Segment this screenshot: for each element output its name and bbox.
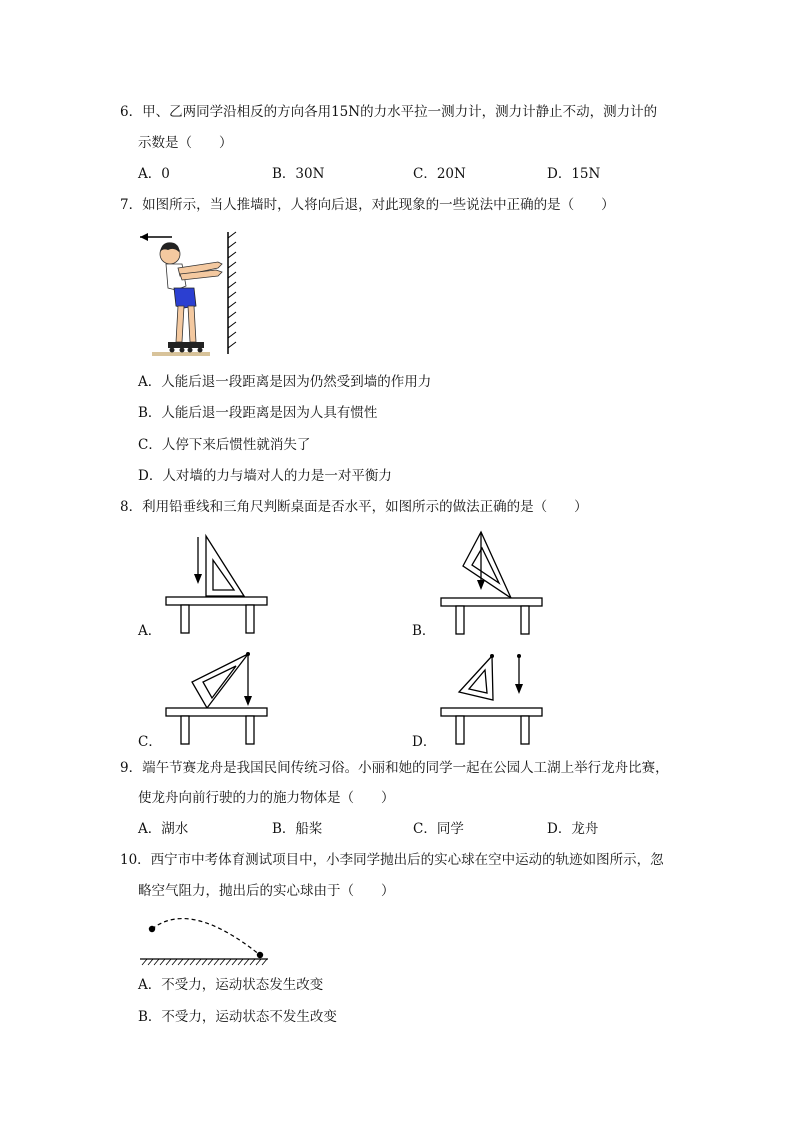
q7-option-a: A．人能后退一段距离是因为仍然受到墙的作用力 bbox=[138, 374, 432, 390]
q6-option-a: A．0 bbox=[138, 166, 170, 182]
q9-option-a: A．湖水 bbox=[138, 821, 189, 837]
q7-option-b: B．人能后退一段距离是因为人具有惯性 bbox=[138, 405, 378, 421]
plumb-triangle-figure-c bbox=[160, 648, 275, 748]
q6-stem-line1: 6．甲、乙两同学沿相反的方向各用15N的力水平拉一测力计，测力计静止不动，测力计的 bbox=[120, 104, 658, 120]
q7-stem-line1: 7．如图所示，当人推墙时，人将向后退，对此现象的一些说法中正确的是（ ） bbox=[120, 197, 615, 213]
q8-option-d: D． bbox=[412, 734, 437, 750]
q9-option-c: C．同学 bbox=[413, 821, 464, 837]
q9-stem-line2: 使龙舟向前行驶的力的施力物体是（ ） bbox=[138, 790, 395, 806]
q10-option-a: A．不受力，运动状态发生改变 bbox=[138, 977, 324, 993]
person-pushing-wall-figure bbox=[138, 226, 248, 361]
q7-option-c: C．人停下来后惯性就消失了 bbox=[138, 437, 311, 453]
plumb-triangle-figure-d bbox=[435, 648, 550, 748]
q6-option-d: D．15N bbox=[547, 166, 601, 182]
q8-option-a: A． bbox=[138, 623, 162, 639]
plumb-triangle-figure-b bbox=[435, 528, 550, 638]
plumb-triangle-figure-a bbox=[160, 532, 275, 637]
q9-option-b: B．船桨 bbox=[272, 821, 323, 837]
ball-trajectory-figure bbox=[138, 905, 273, 970]
q6-option-c: C．20N bbox=[413, 166, 466, 182]
q9-stem-line1: 9．端午节赛龙舟是我国民间传统习俗。小丽和她的同学一起在公园人工湖上举行龙舟比赛， bbox=[120, 760, 669, 776]
q9-option-d: D．龙舟 bbox=[547, 821, 599, 837]
q7-option-d: D．人对墙的力与墙对人的力是一对平衡力 bbox=[138, 468, 392, 484]
q10-option-b: B．不受力，运动状态不发生改变 bbox=[138, 1009, 337, 1025]
q8-stem-line1: 8．利用铅垂线和三角尺判断桌面是否水平，如图所示的做法正确的是（ ） bbox=[120, 499, 588, 515]
q6-stem-line2: 示数是（ ） bbox=[138, 135, 233, 151]
q6-option-b: B．30N bbox=[272, 166, 325, 182]
q8-option-b: B． bbox=[412, 623, 436, 639]
q8-option-c: C． bbox=[138, 734, 162, 750]
q10-stem-line2: 略空气阻力，抛出后的实心球由于（ ） bbox=[138, 883, 395, 899]
q10-stem-line1: 10．西宁市中考体育测试项目中，小李同学抛出后的实心球在空中运动的轨迹如图所示，忽 bbox=[120, 852, 664, 868]
